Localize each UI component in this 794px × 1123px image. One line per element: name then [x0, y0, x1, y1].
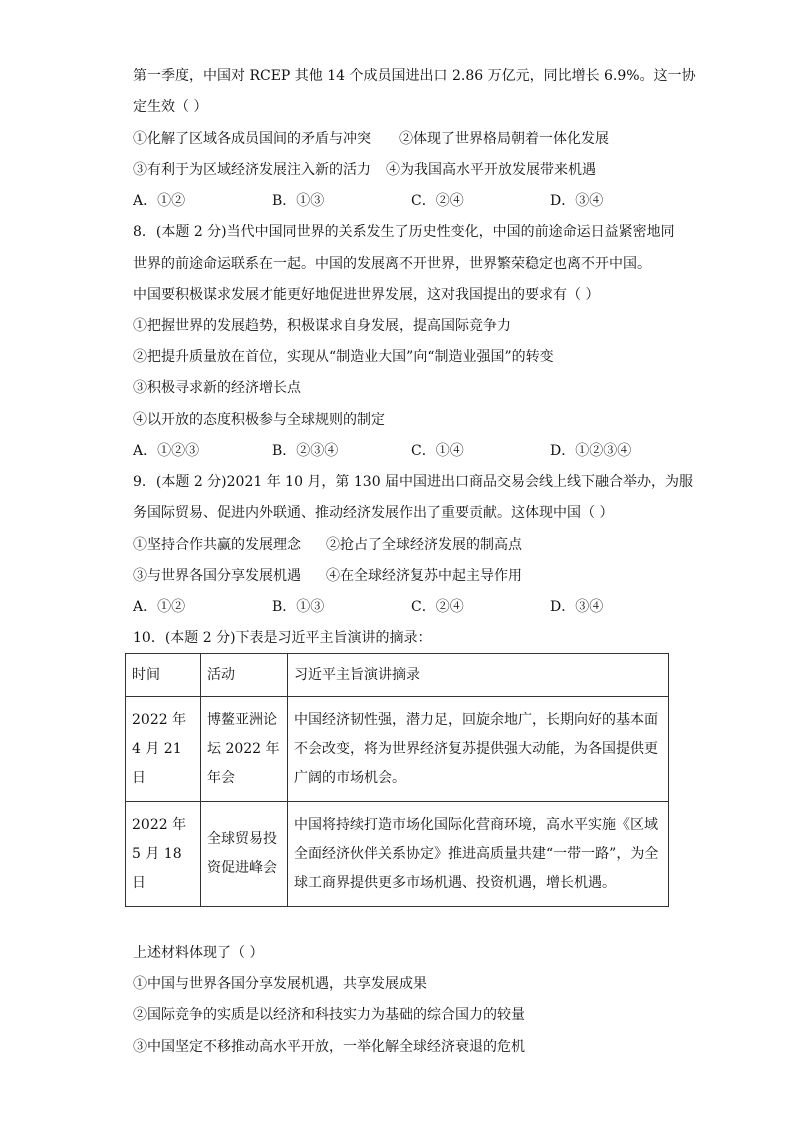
q7-stem-line-1: 第一季度，中国对 RCEP 其他 14 个成员国进出口 2.86 万亿元，同比增长 6.9%。这一协	[133, 68, 696, 84]
q10-statement-1: ①中国与世界各国分享发展机遇，共享发展成果	[133, 976, 427, 992]
table-cell-excerpt: 中国将持续打造市场化国际化营商环境，高水平实施《区域 全面经济伙伴关系协定》推进高质量共建“一带一路”，为全 球工商界提供更多市场机遇、投资机遇，增长机遇。	[288, 802, 669, 907]
table-row	[126, 802, 669, 907]
q8-stem-line-2: 世界的前途命运联系在一起。中国的发展离不开世界，世界繁荣稳定也离不开中国。	[133, 256, 651, 272]
q8-statement-3: ③积极寻求新的经济增长点	[133, 380, 301, 396]
q8-stem-line-1: 8．(本题 2 分)当代中国同世界的关系发生了历史性变化，中国的前途命运日益紧密地同	[133, 224, 675, 240]
q8-statement-4: ④以开放的态度积极参与全球规则的制定	[133, 412, 385, 428]
q9-stem-line-2: 务国际贸易、促进内外联通、推动经济发展作出了重要贡献。这体现中国（ ）	[133, 505, 614, 521]
speech-excerpt-table	[125, 653, 669, 907]
q9-statement-3: ③与世界各国分享发展机遇	[133, 568, 301, 584]
table-cell-excerpt: 中国经济韧性强，潜力足，回旋余地广，长期向好的基本面 不会改变，将为世界经济复苏提供强大动能，为各国提供更 广阔的市场机会。	[288, 697, 669, 802]
q9-statement-1: ①坚持合作共赢的发展理念	[133, 537, 301, 553]
q7-statement-1: ①化解了区域各成员国间的矛盾与冲突	[133, 131, 371, 147]
q9-stem-line-1: 9．(本题 2 分)2021 年 10 月，第 130 届中国进出口商品交易会线上线下融合举办，为服	[133, 474, 694, 490]
q8-option-c: C．①④	[411, 443, 464, 459]
q8-option-a: A．①②③	[133, 443, 200, 459]
q8-statement-2: ②把提升质量放在首位，实现从“制造业大国”向“制造业强国”的转变	[133, 349, 554, 365]
q10-prompt: 上述材料体现了（ ）	[133, 945, 264, 961]
q7-stem-line-2: 定生效（ ）	[133, 99, 208, 115]
q10-stem: 10．(本题 2 分)下表是习近平主旨演讲的摘录：	[133, 630, 432, 646]
q9-option-d: D．③④	[550, 599, 604, 615]
q8-statement-1: ①把握世界的发展趋势，积极谋求自身发展，提高国际竞争力	[133, 318, 511, 334]
q9-statement-2: ②抢占了全球经济发展的制高点	[326, 537, 522, 553]
table-header-row	[126, 654, 669, 697]
table-cell-activity: 博鳌亚洲论 坛 2022 年 年会	[201, 697, 288, 802]
q9-option-c: C．②④	[411, 599, 464, 615]
q7-option-c: C．②④	[411, 193, 464, 209]
q9-option-b: B．①③	[272, 599, 325, 615]
table-cell-activity: 全球贸易投 资促进峰会	[201, 802, 288, 907]
q7-statement-4: ④为我国高水平开放发展带来机遇	[386, 162, 596, 178]
table-header-activity: 活动	[201, 654, 288, 697]
q7-option-a: A．①②	[133, 193, 186, 209]
q7-statement-2: ②体现了世界格局朝着一体化发展	[399, 131, 609, 147]
q8-option-b: B．②③④	[272, 443, 339, 459]
q8-option-d: D．①②③④	[550, 443, 632, 459]
table-cell-time: 2022 年 4 月 21 日	[126, 697, 201, 802]
q9-option-a: A．①②	[133, 599, 186, 615]
table-header-time: 时间	[126, 654, 201, 697]
q8-stem-line-3: 中国要积极谋求发展才能更好地促进世界发展，这对我国提出的要求有（ ）	[133, 287, 600, 303]
table-row	[126, 697, 669, 802]
q9-statement-4: ④在全球经济复苏中起主导作用	[326, 568, 522, 584]
table-header-excerpt: 习近平主旨演讲摘录	[288, 654, 669, 697]
q7-option-d: D．③④	[550, 193, 604, 209]
q10-statement-2: ②国际竞争的实质是以经济和科技实力为基础的综合国力的较量	[133, 1007, 525, 1023]
table-cell-time: 2022 年 5 月 18 日	[126, 802, 201, 907]
q7-option-b: B．①③	[272, 193, 325, 209]
q10-statement-3: ③中国坚定不移推动高水平开放，一举化解全球经济衰退的危机	[133, 1039, 525, 1055]
q7-statement-3: ③有利于为区域经济发展注入新的活力	[133, 162, 371, 178]
